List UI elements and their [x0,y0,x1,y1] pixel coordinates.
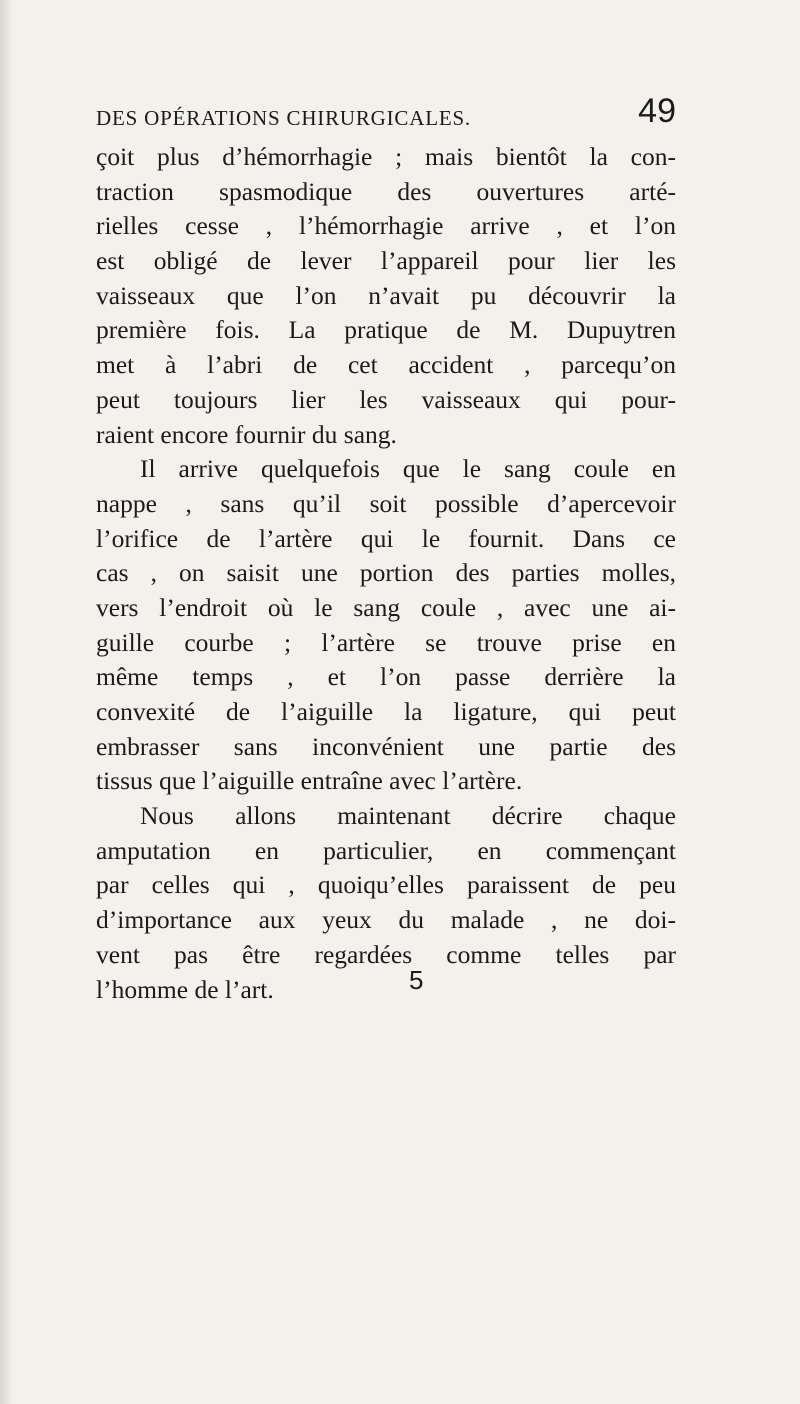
text-line: peut toujours lier les vaisseaux qui pour- [96,384,676,414]
text-line: vaisseaux que l’on n’avait pu découvrir la [96,280,676,310]
text-line: raient encore fournir du sang. [96,419,397,449]
text-line: même temps , et l’on passe derrière la [96,662,676,692]
text-line: vent pas être regardées comme telles par [96,939,676,969]
text-line: par celles qui , quoiqu’elles paraissent de peu [96,870,676,900]
text-line: embrasser sans inconvénient une partie des [96,731,676,761]
text-line: met à l’abri de cet accident , parcequ’on [96,350,676,380]
text-line: traction spasmodique des ouvertures arté- [96,176,676,206]
text-line: tissus que l’aiguille entraîne avec l’artère. [96,766,523,796]
page-number: 49 [638,92,676,130]
text-line: cas , on saisit une portion des parties molles, [96,558,676,588]
paragraph [96,799,676,1007]
text-line: première fois. La pratique de M. Dupuytren [96,315,676,345]
text-line: çoit plus d’hémorrhagie ; mais bientôt la con- [96,142,676,171]
text-line: l’orifice de l’artère qui le fournit. Dans ce [96,523,676,553]
signature-mark: 5 [409,965,424,995]
text-line: est obligé de lever l’appareil pour lier les [96,246,676,276]
text-line: Il arrive quelquefois que le sang coule en [140,454,676,484]
text-line: convexité de l’aiguille la ligature, qui peut [96,697,676,726]
text-line: nappe , sans qu’il soit possible d’apercevoir [96,488,676,518]
text-line: vers l’endroit où le sang coule , avec une ai- [96,592,676,622]
text-line: d’importance aux yeux du malade , ne doi- [96,905,676,935]
page-gutter [0,0,14,1404]
text-line: guille courbe ; l’artère se trouve prise en [96,627,676,657]
text-line: Nous allons maintenant décrire chaque [140,801,676,831]
text-line: amputation en particulier, en commençant [96,835,676,865]
text-line: l’homme de l’art. [96,974,274,1004]
paragraph [96,140,676,452]
body-text [96,140,676,1007]
running-title: DES OPÉRATIONS CHIRURGICALES. [96,106,471,130]
text-line: rielles cesse , l’hémorrhagie arrive , et l’on [96,211,676,241]
paragraph [96,452,676,799]
page-header [96,88,676,138]
